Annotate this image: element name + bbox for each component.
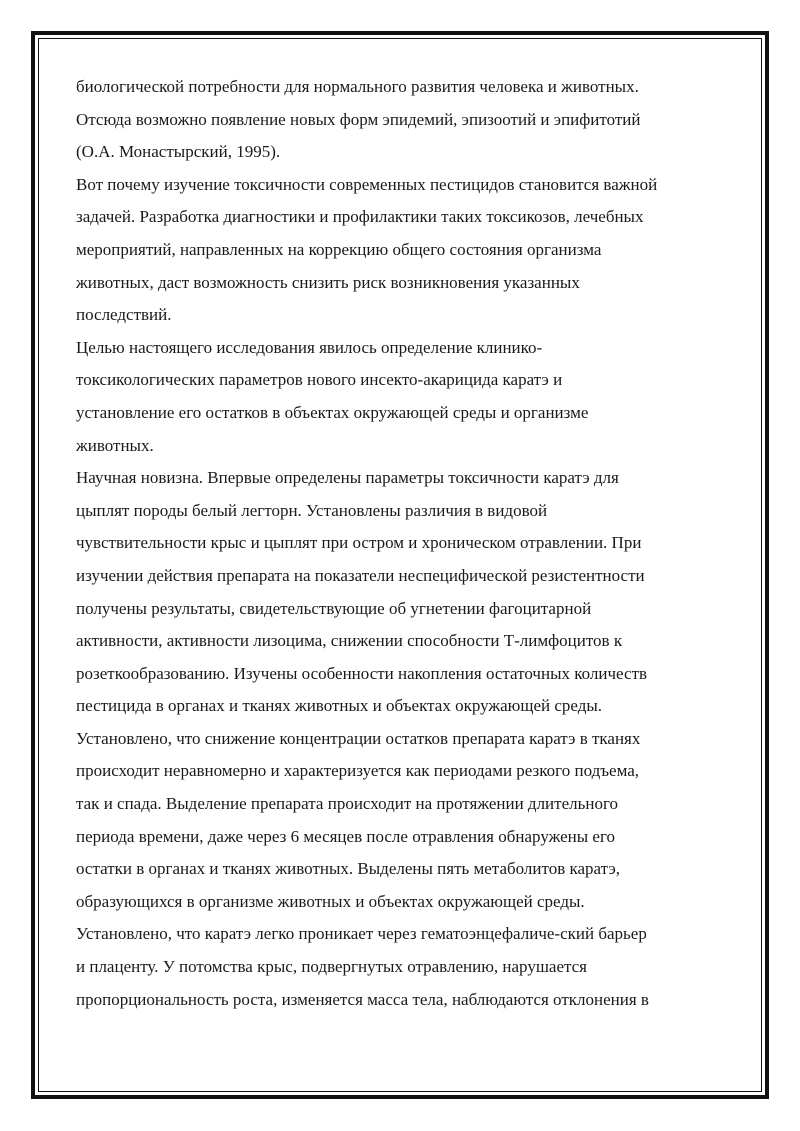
text-line: животных.	[76, 435, 154, 455]
text-line: токсикологических параметров нового инсекто-акарицида каратэ и	[76, 370, 563, 390]
text-line: пропорциональность роста, изменяется масса тела, наблюдаются отклонения в	[76, 989, 649, 1009]
text-line: так и спада. Выделение препарата происходит на протяжении длительного	[76, 794, 619, 814]
text-line: пестицида в органах и тканях животных и объектах окружающей среды.	[76, 696, 603, 716]
text-line: цыплят породы белый легторн. Установлены различия в видовой	[76, 500, 548, 520]
text-line: Научная новизна. Впервые определены параметры токсичности каратэ для	[76, 468, 619, 488]
text-line: чувствительности крыс и цыплят при остром и хроническом отравлении. При	[76, 533, 642, 553]
text-line: остатки в органах и тканях животных. Выделены пять метаболитов каратэ,	[76, 859, 621, 879]
text-line: периода времени, даже через 6 месяцев после отравления обнаружены его	[76, 826, 616, 846]
text-line: и плаценту. У потомства крыс, подвергнутых отравлению, нарушается	[76, 957, 588, 977]
text-line: изучении действия препарата на показатели неспецифической резистентности	[76, 565, 645, 585]
text-line: (О.А. Монастырский, 1995).	[76, 142, 281, 162]
text-line: Отсюда возможно появление новых форм эпидемий, эпизоотий и эпифитотий	[76, 109, 641, 129]
text-line: задачей. Разработка диагностики и профилактики таких токсикозов, лечебных	[76, 207, 644, 227]
text-line: Вот почему изучение токсичности современных пестицидов становится важной	[76, 174, 658, 194]
text-line: Установлено, что снижение концентрации остатков препарата каратэ в тканях	[76, 728, 641, 748]
body-text	[76, 71, 726, 1016]
text-line: Установлено, что каратэ легко проникает через гематоэнцефаличе-ский барьер	[76, 924, 647, 944]
text-line: мероприятий, направленных на коррекцию общего состояния организма	[76, 239, 602, 259]
text-line: животных, даст возможность снизить риск возникновения указанных	[76, 272, 580, 292]
text-line: установление его остатков в объектах окружающей среды и организме	[76, 402, 589, 422]
text-line: последствий.	[76, 305, 172, 325]
text-line: биологической потребности для нормального развития человека и животных.	[76, 77, 639, 96]
text-line: Целью настоящего исследования явилось определение клинико-	[76, 337, 543, 357]
text-line: получены результаты, свидетельствующие об угнетении фагоцитарной	[76, 598, 592, 618]
text-line: происходит неравномерно и характеризуется как периодами резкого подъема,	[76, 761, 640, 781]
text-line: активности, активности лизоцима, снижении способности Т-лимфоцитов к	[76, 631, 623, 651]
text-line: образующихся в организме животных и объектах окружающей среды.	[76, 891, 585, 911]
text-line: розеткообразованию. Изучены особенности накопления остаточных количеств	[76, 663, 648, 683]
